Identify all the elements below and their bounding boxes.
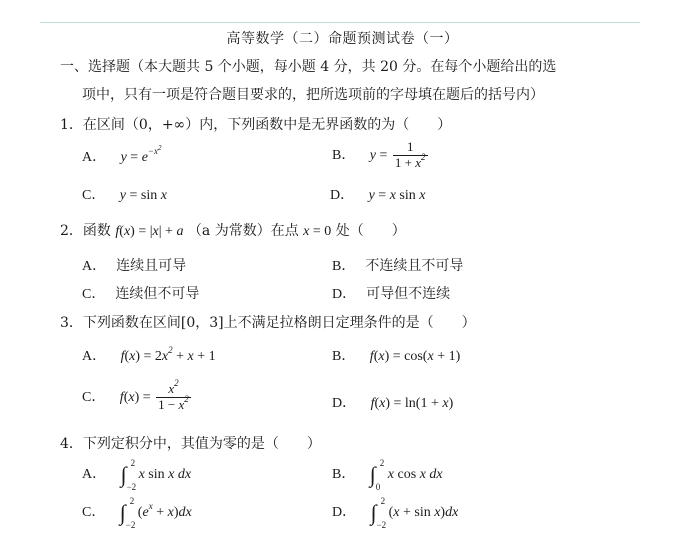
question-1-stem: 1．在区间（0，+∞）内，下列函数中是无界函数的为（ ）: [60, 117, 452, 133]
question-2-option-b: B． 不连续且不可导: [332, 258, 464, 274]
question-3-option-a: A． $f(x) = 2x^2 + x + 1$: [82, 345, 216, 364]
question-3-option-b: B． f(x) = cos(x + 1): [332, 349, 461, 364]
question-2-function-expr: f(x) = |x| + a: [115, 224, 184, 239]
question-4-stem: 4．下列定积分中，其值为零的是（ ）: [60, 436, 321, 452]
question-4-option-b-expr: ∫ 2 0 x cos x dx: [369, 458, 443, 492]
question-1-option-a-expr: $y = e^{-x^2}$: [120, 144, 162, 165]
integral-sign-icon: ∫ 2 −2: [120, 458, 137, 492]
question-3-option-a-expr: $f(x) = 2x^2 + x + 1$: [120, 345, 216, 364]
question-1-option-c-expr: y = sin x: [119, 188, 167, 203]
integral-sign-icon: ∫ 2 0: [369, 458, 385, 492]
question-4-option-a: A． ∫ 2 −2 x sin x dx: [82, 458, 192, 492]
question-1-option-d: D． y = x sin x: [330, 188, 426, 203]
question-3-option-d: D． f(x) = ln(1 + x): [332, 396, 454, 411]
question-3-option-b-expr: f(x) = cos(x + 1): [369, 349, 461, 364]
question-3-option-c-expr: f(x) = $\frac{x^2}{1 - x^2}$: [119, 378, 189, 412]
integral-sign-icon: ∫ 2 −2: [370, 496, 387, 530]
question-4-option-c-expr: ∫ 2 −2 $(e^x + x)dx$: [119, 496, 192, 530]
question-4-option-a-expr: ∫ 2 −2 x sin x dx: [120, 458, 192, 492]
question-2-option-d: D． 可导但不连续: [332, 286, 451, 302]
question-1-option-a: A． $y = e^{-x^2}$: [82, 144, 162, 165]
section-instructions-line1: 一、选择题（本大题共 5 个小题，每小题 4 分，共 20 分。在每个小题给出的选: [60, 59, 557, 75]
question-4-option-c: C． ∫ 2 −2 $(e^x + x)dx$: [82, 496, 192, 530]
question-4-option-d-expr: ∫ 2 −2 (x + sin x)dx: [370, 496, 459, 530]
page-title: 高等数学（二）命题预测试卷（一）: [226, 31, 459, 47]
question-2-point-expr: x = 0: [303, 224, 332, 239]
question-2-stem: 2．函数 f(x) = |x| + a （a 为常数）在点 x = 0 处（ ）: [60, 223, 406, 239]
top-divider: [40, 22, 640, 23]
question-1-option-b: B． y = $\frac{1}{1 + x^2}$: [332, 140, 430, 171]
question-3-option-d-expr: f(x) = ln(1 + x): [370, 396, 454, 411]
question-2-option-c: C． 连续但不可导: [82, 286, 200, 302]
question-3-option-c: C． f(x) = $\frac{x^2}{1 - x^2}$: [82, 382, 193, 413]
question-2-option-a: A． 连续且可导: [82, 258, 187, 274]
question-1-option-c: C． y = sin x: [82, 188, 167, 203]
section-instructions-line2: 项中，只有一项是符合题目要求的，把所选项前的字母填在题后的括号内）: [82, 87, 544, 103]
question-3-stem: 3．下列函数在区间[0，3]上不满足拉格朗日定理条件的是（ ）: [60, 315, 476, 331]
question-4-option-b: B． ∫ 2 0 x cos x dx: [332, 458, 443, 492]
question-1-option-b-expr: y = $\frac{1}{1 + x^2}$: [369, 139, 426, 170]
question-1-option-d-expr: y = x sin x: [368, 188, 426, 203]
integral-sign-icon: ∫ 2 −2: [119, 496, 136, 530]
question-4-option-d: D． ∫ 2 −2 (x + sin x)dx: [332, 496, 459, 530]
